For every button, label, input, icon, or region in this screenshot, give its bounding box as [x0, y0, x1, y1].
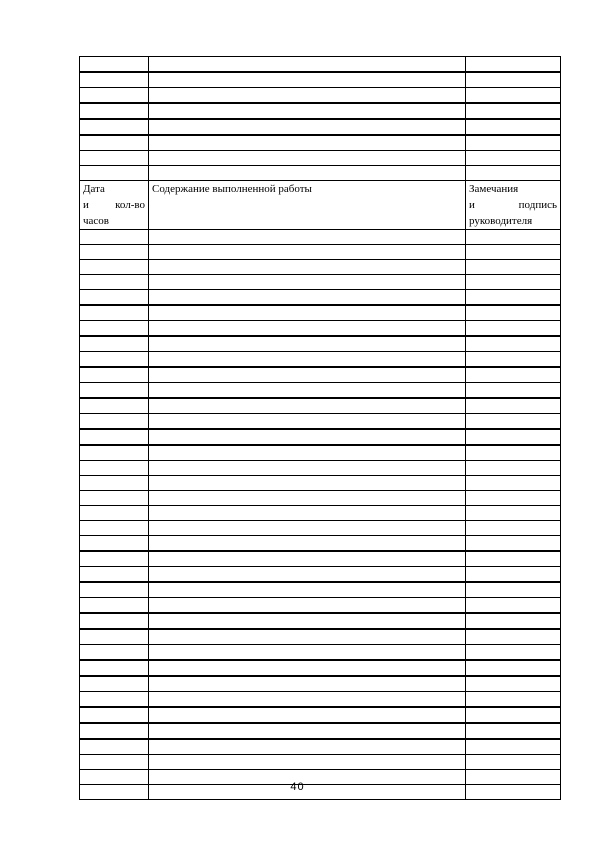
table-cell — [149, 567, 466, 583]
table-row — [80, 135, 561, 151]
table-cell — [466, 305, 561, 321]
table-cell — [149, 506, 466, 521]
table-row — [80, 398, 561, 414]
table-cell — [466, 461, 561, 476]
table-cell — [80, 582, 149, 598]
table-cell — [149, 551, 466, 567]
table-cell — [80, 629, 149, 645]
table-cell — [80, 707, 149, 723]
table-row — [80, 506, 561, 521]
table-cell — [466, 536, 561, 552]
table-cell — [149, 629, 466, 645]
table-cell — [149, 245, 466, 260]
table-cell — [80, 491, 149, 506]
table-cell — [149, 461, 466, 476]
table-cell — [149, 755, 466, 770]
table-cell — [149, 260, 466, 275]
table-cell — [466, 275, 561, 290]
table-row — [80, 660, 561, 676]
top-rows — [80, 57, 561, 181]
table-cell — [80, 135, 149, 151]
table-cell — [149, 230, 466, 245]
table-cell — [80, 230, 149, 245]
table-cell — [80, 445, 149, 461]
table-cell — [80, 398, 149, 414]
table-cell — [466, 429, 561, 445]
table-cell — [466, 57, 561, 73]
table-cell — [466, 367, 561, 383]
table-cell — [149, 166, 466, 181]
table-cell — [80, 521, 149, 536]
table-cell — [80, 57, 149, 73]
table-cell — [466, 660, 561, 676]
table-cell — [466, 290, 561, 306]
table-cell — [466, 103, 561, 119]
table-cell — [149, 72, 466, 88]
table-cell — [466, 230, 561, 245]
table-cell — [149, 723, 466, 739]
table-cell — [466, 707, 561, 723]
table-cell — [466, 645, 561, 661]
table-cell — [80, 676, 149, 692]
table-cell — [466, 414, 561, 430]
table-cell — [80, 166, 149, 181]
table-cell — [149, 321, 466, 337]
table-cell — [466, 383, 561, 399]
table-cell — [149, 398, 466, 414]
table-row — [80, 321, 561, 337]
table-cell — [466, 119, 561, 135]
table-cell — [466, 476, 561, 491]
table-cell — [80, 613, 149, 629]
table-cell — [466, 506, 561, 521]
table-cell — [466, 582, 561, 598]
table-cell — [80, 245, 149, 260]
table-cell — [149, 613, 466, 629]
table-cell — [466, 723, 561, 739]
table-cell — [80, 739, 149, 755]
table-cell — [149, 336, 466, 352]
header-work-content — [149, 181, 466, 230]
table-cell — [466, 491, 561, 506]
table-cell — [149, 305, 466, 321]
table-cell — [466, 551, 561, 567]
header-remarks-line3: руководителя — [469, 215, 533, 227]
table-cell — [466, 352, 561, 368]
table-cell — [149, 383, 466, 399]
table-row — [80, 723, 561, 739]
table-cell — [80, 506, 149, 521]
table-row — [80, 739, 561, 755]
table-cell — [149, 598, 466, 614]
table-row — [80, 290, 561, 306]
table-cell — [466, 166, 561, 181]
table-cell — [466, 676, 561, 692]
table-row — [80, 119, 561, 135]
table-cell — [466, 245, 561, 260]
table-row — [80, 352, 561, 368]
table-row — [80, 755, 561, 770]
table-cell — [80, 321, 149, 337]
table-cell — [149, 135, 466, 151]
table-cell — [80, 414, 149, 430]
table-row — [80, 166, 561, 181]
table-row — [80, 445, 561, 461]
table-cell — [80, 723, 149, 739]
table-cell — [80, 367, 149, 383]
table-cell — [149, 645, 466, 661]
table-cell — [149, 521, 466, 536]
table-row — [80, 230, 561, 245]
table-cell — [149, 676, 466, 692]
table-cell — [466, 739, 561, 755]
table-cell — [149, 476, 466, 491]
table-cell — [80, 598, 149, 614]
table-row — [80, 383, 561, 399]
table-cell — [80, 72, 149, 88]
table-cell — [149, 57, 466, 73]
table-row — [80, 57, 561, 73]
table-cell — [80, 352, 149, 368]
table-cell — [466, 598, 561, 614]
table-row — [80, 72, 561, 88]
table-row — [80, 88, 561, 104]
table-row — [80, 551, 561, 567]
table-cell — [80, 692, 149, 708]
table-cell — [80, 336, 149, 352]
table-cell — [149, 119, 466, 135]
table-cell — [149, 275, 466, 290]
header-remarks-line1: Замечания — [469, 183, 519, 195]
table-cell — [149, 491, 466, 506]
table-row — [80, 414, 561, 430]
header-date-hours — [80, 181, 149, 230]
table-row — [80, 336, 561, 352]
table-cell — [80, 660, 149, 676]
table-cell — [149, 739, 466, 755]
table-cell — [466, 629, 561, 645]
journal-table — [79, 56, 561, 800]
table-cell — [80, 536, 149, 552]
table-row — [80, 461, 561, 476]
table-row — [80, 275, 561, 290]
table-cell — [466, 692, 561, 708]
table-cell — [466, 321, 561, 337]
table-cell — [466, 521, 561, 536]
table-row — [80, 613, 561, 629]
header-remarks-signature — [466, 181, 561, 230]
table-row — [80, 536, 561, 552]
header-date-line1: Дата — [83, 183, 105, 195]
header-work-content-label: Содержание выполненной работы — [152, 183, 312, 195]
table-cell — [466, 567, 561, 583]
table-cell — [149, 536, 466, 552]
table-cell — [466, 336, 561, 352]
table-row — [80, 429, 561, 445]
table-row — [80, 305, 561, 321]
header-date-line3: часов — [83, 215, 109, 227]
table-cell — [466, 398, 561, 414]
table-cell — [80, 383, 149, 399]
table-cell — [80, 645, 149, 661]
table-row — [80, 707, 561, 723]
table-row — [80, 582, 561, 598]
table-cell — [466, 445, 561, 461]
table-cell — [466, 72, 561, 88]
table-cell — [466, 755, 561, 770]
table-row — [80, 598, 561, 614]
table-cell — [149, 707, 466, 723]
table-row — [80, 260, 561, 275]
table-cell — [466, 613, 561, 629]
table-row — [80, 245, 561, 260]
table-cell — [149, 692, 466, 708]
table-cell — [80, 151, 149, 166]
table-cell — [149, 445, 466, 461]
table-row — [80, 676, 561, 692]
table-row — [80, 367, 561, 383]
table-cell — [149, 660, 466, 676]
table-cell — [80, 551, 149, 567]
table-row — [80, 567, 561, 583]
table-row — [80, 645, 561, 661]
header-date-line2: и кол-во — [83, 199, 145, 211]
table-row — [80, 151, 561, 166]
journal-table-container — [79, 56, 559, 800]
table-cell — [149, 582, 466, 598]
table-cell — [466, 135, 561, 151]
table-cell — [149, 103, 466, 119]
table-row — [80, 476, 561, 491]
table-cell — [466, 88, 561, 104]
table-cell — [466, 151, 561, 166]
table-cell — [80, 305, 149, 321]
table-cell — [149, 151, 466, 166]
header-remarks-line2: и подпись — [469, 199, 557, 211]
table-cell — [80, 429, 149, 445]
table-cell — [80, 476, 149, 491]
table-cell — [149, 414, 466, 430]
table-cell — [80, 119, 149, 135]
table-cell — [80, 290, 149, 306]
table-cell — [80, 755, 149, 770]
table-row — [80, 491, 561, 506]
table-row — [80, 521, 561, 536]
table-row — [80, 629, 561, 645]
table-cell — [149, 352, 466, 368]
table-cell — [80, 567, 149, 583]
table-cell — [466, 260, 561, 275]
table-row — [80, 103, 561, 119]
table-cell — [80, 275, 149, 290]
bottom-rows — [80, 230, 561, 800]
table-cell — [80, 103, 149, 119]
table-row — [80, 692, 561, 708]
page-number: 40 — [290, 781, 305, 793]
table-cell — [149, 367, 466, 383]
header-row — [80, 181, 561, 230]
table-cell — [80, 88, 149, 104]
header-row-group — [80, 181, 561, 230]
table-cell — [149, 88, 466, 104]
table-cell — [149, 290, 466, 306]
table-cell — [149, 429, 466, 445]
table-cell — [80, 260, 149, 275]
table-cell — [80, 461, 149, 476]
